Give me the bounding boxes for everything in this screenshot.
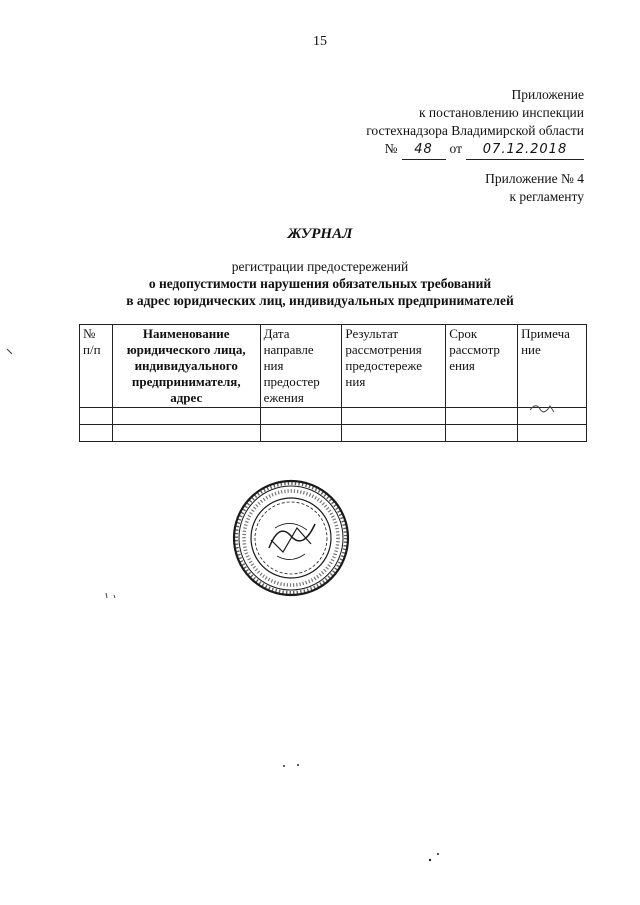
table-cell [80, 408, 113, 425]
table-cell [260, 408, 342, 425]
table-cell [342, 425, 446, 442]
table-cell [80, 425, 113, 442]
table-cell [446, 408, 518, 425]
journal-table [79, 324, 587, 442]
col-header-note: Примеча ние [518, 325, 587, 408]
table-header-row [80, 325, 587, 408]
table-cell [112, 425, 260, 442]
scan-speck [104, 590, 118, 600]
scan-speck [424, 850, 444, 864]
table-cell [342, 408, 446, 425]
table-row [80, 425, 587, 442]
appendix-title: Приложение [511, 87, 584, 102]
table-cell [260, 425, 342, 442]
subtitle-line-2: о недопустимости нарушения обязательных требований [148, 276, 492, 291]
col-header-result: Результат рассмотрения предостереже ния [342, 325, 446, 408]
page-number: 15 [313, 34, 327, 49]
number-prefix: № [384, 141, 398, 156]
appendix-authority: гостехнадзора Владимирской области [366, 123, 584, 138]
subtitle-line-1: регистрации предостережений [231, 259, 409, 274]
table-cell [446, 425, 518, 442]
scan-speck [6, 348, 14, 356]
handwritten-mark [528, 400, 556, 416]
col-header-name: Наименование юридического лица, индивидуального предпринимателя, адрес [112, 325, 260, 408]
col-header-term: Срок рассмотр ения [446, 325, 518, 408]
appendix-regulation-title: Приложение № 4 [485, 171, 584, 186]
decree-number-line [366, 140, 584, 160]
appendix-decree-ref: к постановлению инспекции [419, 105, 584, 120]
appendix-decree-block [366, 86, 584, 160]
decree-number: 48 [402, 141, 446, 160]
table-row [80, 408, 587, 425]
scan-speck [280, 760, 304, 770]
table-cell [518, 425, 587, 442]
official-seal-stamp [231, 478, 351, 598]
date-prefix: от [449, 141, 462, 156]
table-cell [112, 408, 260, 425]
decree-date: 07.12.2018 [466, 141, 584, 160]
subtitle-line-3: в адрес юридических лиц, индивидуальных предпринимателей [126, 293, 514, 308]
journal-title: ЖУРНАЛ [287, 226, 353, 242]
col-header-number: № п/п [80, 325, 113, 408]
appendix-regulation-block [485, 170, 584, 206]
col-header-date: Дата направле ния предостер ежения [260, 325, 342, 408]
appendix-regulation-ref: к регламенту [509, 189, 584, 204]
journal-subtitle [0, 258, 640, 309]
